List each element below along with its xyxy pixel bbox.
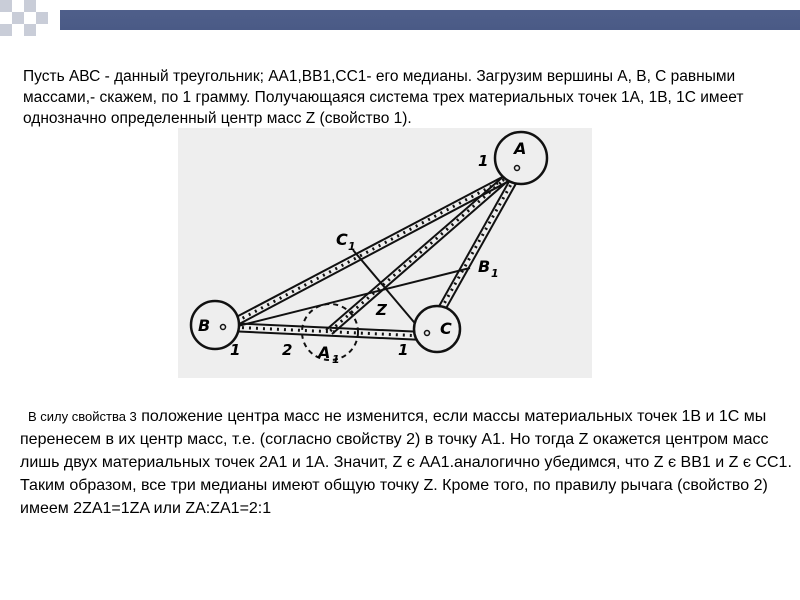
intro-paragraph: Пусть АВС - данный треугольник; АА1,ВВ1,СС1- его медианы. Загрузим вершины А, В, С равными массами,- скажем, по 1 грамму. Получающаяся система трех материальных точек 1А, 1В, 1С имеет однозначно определенный центр масс Z (свойство 1). [23, 68, 744, 127]
body-text: положение центра масс не изменится, если массы материальных точек 1В и 1С мы перенесем в их центр масс, т.е. (согласно свойству 2) в точку А1. Но тогда Z окажется центром масс лишь двух материальных точек 2А1 и 1А. Значит, Z є АА1.аналогично убедимся, что Z є ВВ1 и Z є СС1. Таким образом, все три медианы имеют общую точку Z. Кроме того, по правилу рычага (свойство 2) имеем 2ZA1=1ZA или ZA:ZA1=2:1 [20, 408, 792, 517]
corner-squares [0, 0, 60, 50]
label-z: Z [376, 301, 387, 319]
deco-square [36, 12, 48, 24]
label-a: A [514, 139, 527, 158]
label-c1-sub: 1 [348, 240, 356, 253]
deco-square [12, 12, 24, 24]
label-b1-sub: 1 [491, 267, 499, 280]
mass-label-a: 1 [478, 152, 489, 170]
label-a1: A [318, 343, 331, 362]
mass-label-c: 1 [398, 341, 409, 359]
deco-square [24, 24, 36, 36]
deco-square [24, 0, 36, 12]
label-b: B [198, 316, 211, 335]
slide-header-decoration [0, 0, 800, 50]
label-c: C [440, 319, 452, 338]
mass-label-a1: 2 [282, 341, 293, 359]
header-bar [60, 10, 800, 30]
figure-svg [178, 128, 592, 378]
mass-label-b: 1 [230, 341, 241, 359]
label-c1: C [336, 230, 348, 249]
vertex-c-circle [414, 306, 460, 352]
deco-square [0, 24, 12, 36]
property-reference: В силу свойства 3 [28, 409, 137, 424]
label-a1-sub: 1 [332, 353, 340, 366]
body-paragraph [20, 405, 795, 520]
deco-square [0, 0, 12, 12]
triangle-medians-figure [178, 128, 592, 378]
side-ab [223, 174, 511, 331]
label-b1: B [478, 257, 491, 276]
side-bc [228, 323, 424, 340]
